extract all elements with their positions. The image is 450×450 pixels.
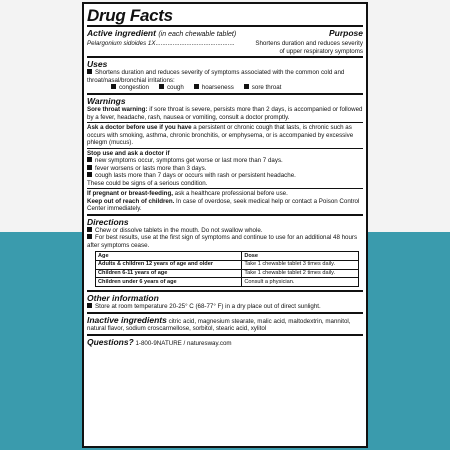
table-row <box>96 269 359 278</box>
sore-throat-warning <box>87 106 363 121</box>
uses-text-content: Shortens duration and reduces severity of symptoms associated with the common cold and throat/nasal/bronchial irritations: <box>87 69 345 84</box>
uses-text <box>87 69 363 84</box>
bullet-square-icon <box>87 172 92 177</box>
uses-item-label: sore throat <box>251 84 282 91</box>
inactive-ingredients-heading: Inactive ingredients <box>87 314 167 325</box>
bullet-square-icon <box>87 157 92 162</box>
inactive-ingredients-text <box>87 315 363 333</box>
directions-heading: Directions <box>87 216 129 227</box>
uses-item-label: cough <box>166 84 184 91</box>
stop-item <box>87 172 363 180</box>
bullet-square-icon <box>194 84 199 89</box>
table-cell-dose: Take 1 chewable tablet 3 times daily. <box>242 260 359 269</box>
ingredient-text: Pelargonium sidoides 1X <box>87 40 156 47</box>
bullet-square-icon <box>87 69 92 74</box>
other-information-content: Store at room temperature 20-25° C (68-77° F) in a dry place out of direct sunlight. <box>95 303 321 311</box>
table-header-dose: Dose <box>242 252 359 261</box>
keep-out-content: In case of overdose, seek medical help or contact a Poison Control Center immediately. <box>87 197 360 212</box>
drug-facts-title: Drug Facts <box>87 6 173 25</box>
other-information-heading: Other information <box>87 293 159 304</box>
ask-doctor-text <box>87 124 363 147</box>
active-heading-sub: (in each chewable tablet) <box>158 31 237 38</box>
uses-item-cough <box>159 84 184 92</box>
dosage-table <box>95 251 359 287</box>
table-cell-dose: Consult a physician. <box>242 278 359 287</box>
bullet-square-icon <box>111 84 116 89</box>
active-heading-text: Active ingredient <box>87 28 156 38</box>
table-cell-age: Adults & children 12 years of age and older <box>96 260 242 269</box>
warnings-section <box>87 93 363 122</box>
stop-use-heading <box>87 150 363 158</box>
table-row <box>96 278 359 287</box>
active-ingredient-heading <box>87 28 236 40</box>
questions-section <box>87 334 363 349</box>
purpose-line-2: of upper respiratory symptoms <box>279 47 363 55</box>
uses-section <box>87 56 363 93</box>
stop-use-bold: Stop use and ask a doctor if <box>87 149 170 157</box>
drug-facts-panel <box>82 2 368 448</box>
ask-doctor-bold: Ask a doctor before use if you have <box>87 124 192 131</box>
directions-section <box>87 214 363 291</box>
ask-doctor-section <box>87 122 363 148</box>
pregnant-content: ask a healthcare professional before use. <box>172 190 288 197</box>
keep-out-bold: Keep out of reach of children. <box>87 197 175 205</box>
ask-doctor-content: a persistent or chronic cough that lasts, is chronic such as occurs with smoking, asthma, chronic bronchitis, or emphysema, or is accompanied by excessive phlegm (mucus). <box>87 124 354 146</box>
uses-item-congestion <box>111 84 149 92</box>
bullet-square-icon <box>87 303 92 308</box>
bullet-square-icon <box>87 234 92 239</box>
uses-item-sore-throat <box>244 84 282 92</box>
inactive-ingredients-section <box>87 312 363 334</box>
bullet-square-icon <box>244 84 249 89</box>
inactive-ingredients-content: citric acid, magnesium stearate, malic acid, maltodextrin, mannitol, natural flavor, sodium croscarmellose, sorbitol, stearic acid, xylitol <box>87 317 351 333</box>
table-cell-age: Children under 6 years of age <box>96 278 242 287</box>
questions-text <box>87 337 363 348</box>
uses-item-label: hoarseness <box>201 84 234 91</box>
ingredient-dots: .............................................. <box>155 40 235 47</box>
stop-item-text: new symptoms occur, symptoms get worse or last more than 7 days. <box>95 157 283 164</box>
purpose-heading: Purpose <box>328 28 363 38</box>
bullet-square-icon <box>87 165 92 170</box>
keep-out-text <box>87 198 363 213</box>
ingredient-name <box>87 40 235 55</box>
pregnant-text <box>87 190 363 198</box>
bullet-square-icon <box>87 227 92 232</box>
table-cell-dose: Take 1 chewable tablet 2 times daily. <box>242 269 359 278</box>
warnings-heading: Warnings <box>87 96 126 106</box>
questions-heading: Questions? <box>87 336 134 347</box>
stop-item <box>87 157 363 165</box>
sore-throat-bold: Sore throat warning: <box>87 106 148 113</box>
uses-heading: Uses <box>87 59 108 69</box>
direction-item <box>87 227 363 235</box>
stop-use-section <box>87 148 363 189</box>
stop-item <box>87 165 363 173</box>
active-ingredient-section <box>87 25 363 56</box>
uses-item-label: congestion <box>119 84 149 91</box>
table-row <box>96 260 359 269</box>
pregnant-bold: If pregnant or breast-feeding, <box>87 190 173 197</box>
direction-item-text: Chew or dissolve tablets in the mouth. Do not swallow whole. <box>95 226 263 234</box>
table-cell-age: Children 6-11 years of age <box>96 269 242 278</box>
questions-contact: 1-800-9NATURE / naturesway.com <box>133 339 232 347</box>
direction-item-text: For best results, use at the first sign of symptoms and continue to use for an additional 48 hours after symptoms cease. <box>87 234 358 249</box>
stop-item-text: cough lasts more than 7 days or occurs with rash or persistent headache. <box>95 172 296 179</box>
uses-list <box>87 84 363 92</box>
purpose-line-1: Shortens duration and reduces severity <box>255 40 363 47</box>
bullet-square-icon <box>159 84 164 89</box>
ingredient-purpose <box>255 40 363 55</box>
sore-throat-text: if sore throat is severe, persists more than 2 days, is accompanied or followed by a fever, headache, rash, nausea or vomiting, consult a doctor promptly. <box>87 106 363 121</box>
other-information-text <box>87 303 363 311</box>
serious-condition-text: These could be signs of a serious condition. <box>87 179 208 187</box>
stop-item-text: fever worsens or lasts more than 3 days. <box>95 164 207 172</box>
table-header-row <box>96 252 359 261</box>
other-information-section <box>87 290 363 312</box>
pregnancy-section <box>87 188 363 214</box>
table-header-age: Age <box>96 252 242 261</box>
direction-item <box>87 234 363 249</box>
uses-item-hoarseness <box>194 84 234 92</box>
